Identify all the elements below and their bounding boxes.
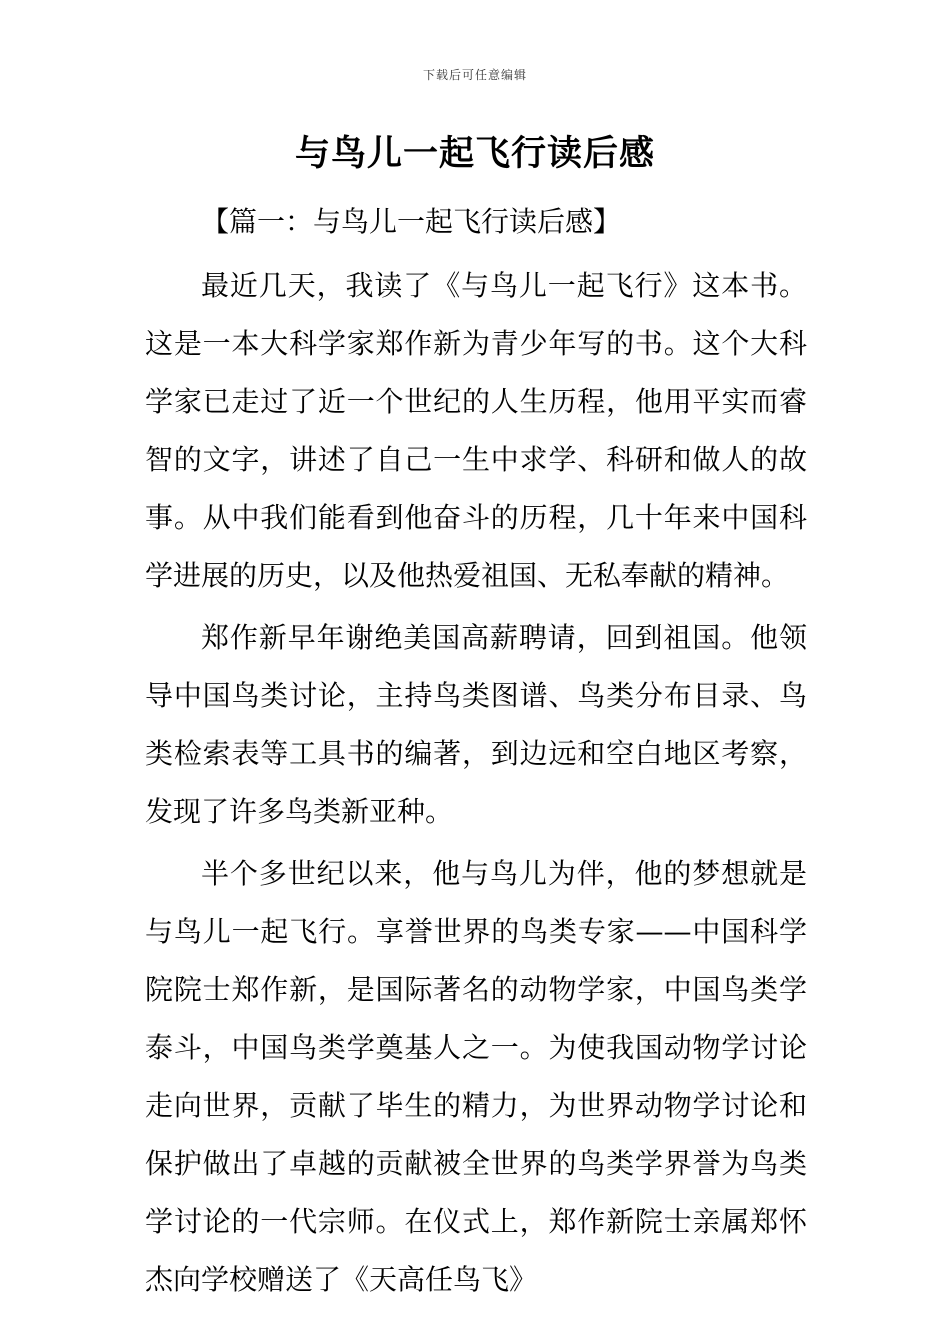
document-body: [145, 193, 807, 1313]
header-note: 下载后可任意编辑: [422, 68, 527, 82]
section-heading: 【篇一：与鸟儿一起飞行读后感】: [201, 205, 622, 238]
document-title: 与鸟儿一起飞行读后感: [294, 134, 655, 174]
paragraph-3: 半个多世纪以来，他与鸟儿为伴，他的梦想就是与鸟儿一起飞行。享誉世界的鸟类专家——中国科学院院士郑作新，是国际著名的动物学家，中国鸟类学泰斗，中国鸟类学奠基人之一。为使我国动物学讨论走向世界，贡献了毕生的精力，为世界动物学讨论和保护做出了卓越的贡献被全世界的鸟类学界誉为鸟类学讨论的一代宗师。在仪式上，郑作新院士亲属郑怀杰向学校赠送了《天高任鸟飞》: [145, 857, 807, 1296]
paragraph-2: 郑作新早年谢绝美国高薪聘请，回到祖国。他领导中国鸟类讨论，主持鸟类图谱、鸟类分布目录、鸟类检索表等工具书的编著，到边远和空白地区考察，发现了许多鸟类新亚种。: [145, 621, 807, 828]
paragraph-1: 最近几天，我读了《与鸟儿一起飞行》这本书。这是一本大科学家郑作新为青少年写的书。这个大科学家已走过了近一个世纪的人生历程，他用平实而睿智的文字，讲述了自己一生中求学、科研和做人的故事。从中我们能看到他奋斗的历程，几十年来中国科学进展的历史，以及他热爱祖国、无私奉献的精神。: [145, 269, 807, 592]
